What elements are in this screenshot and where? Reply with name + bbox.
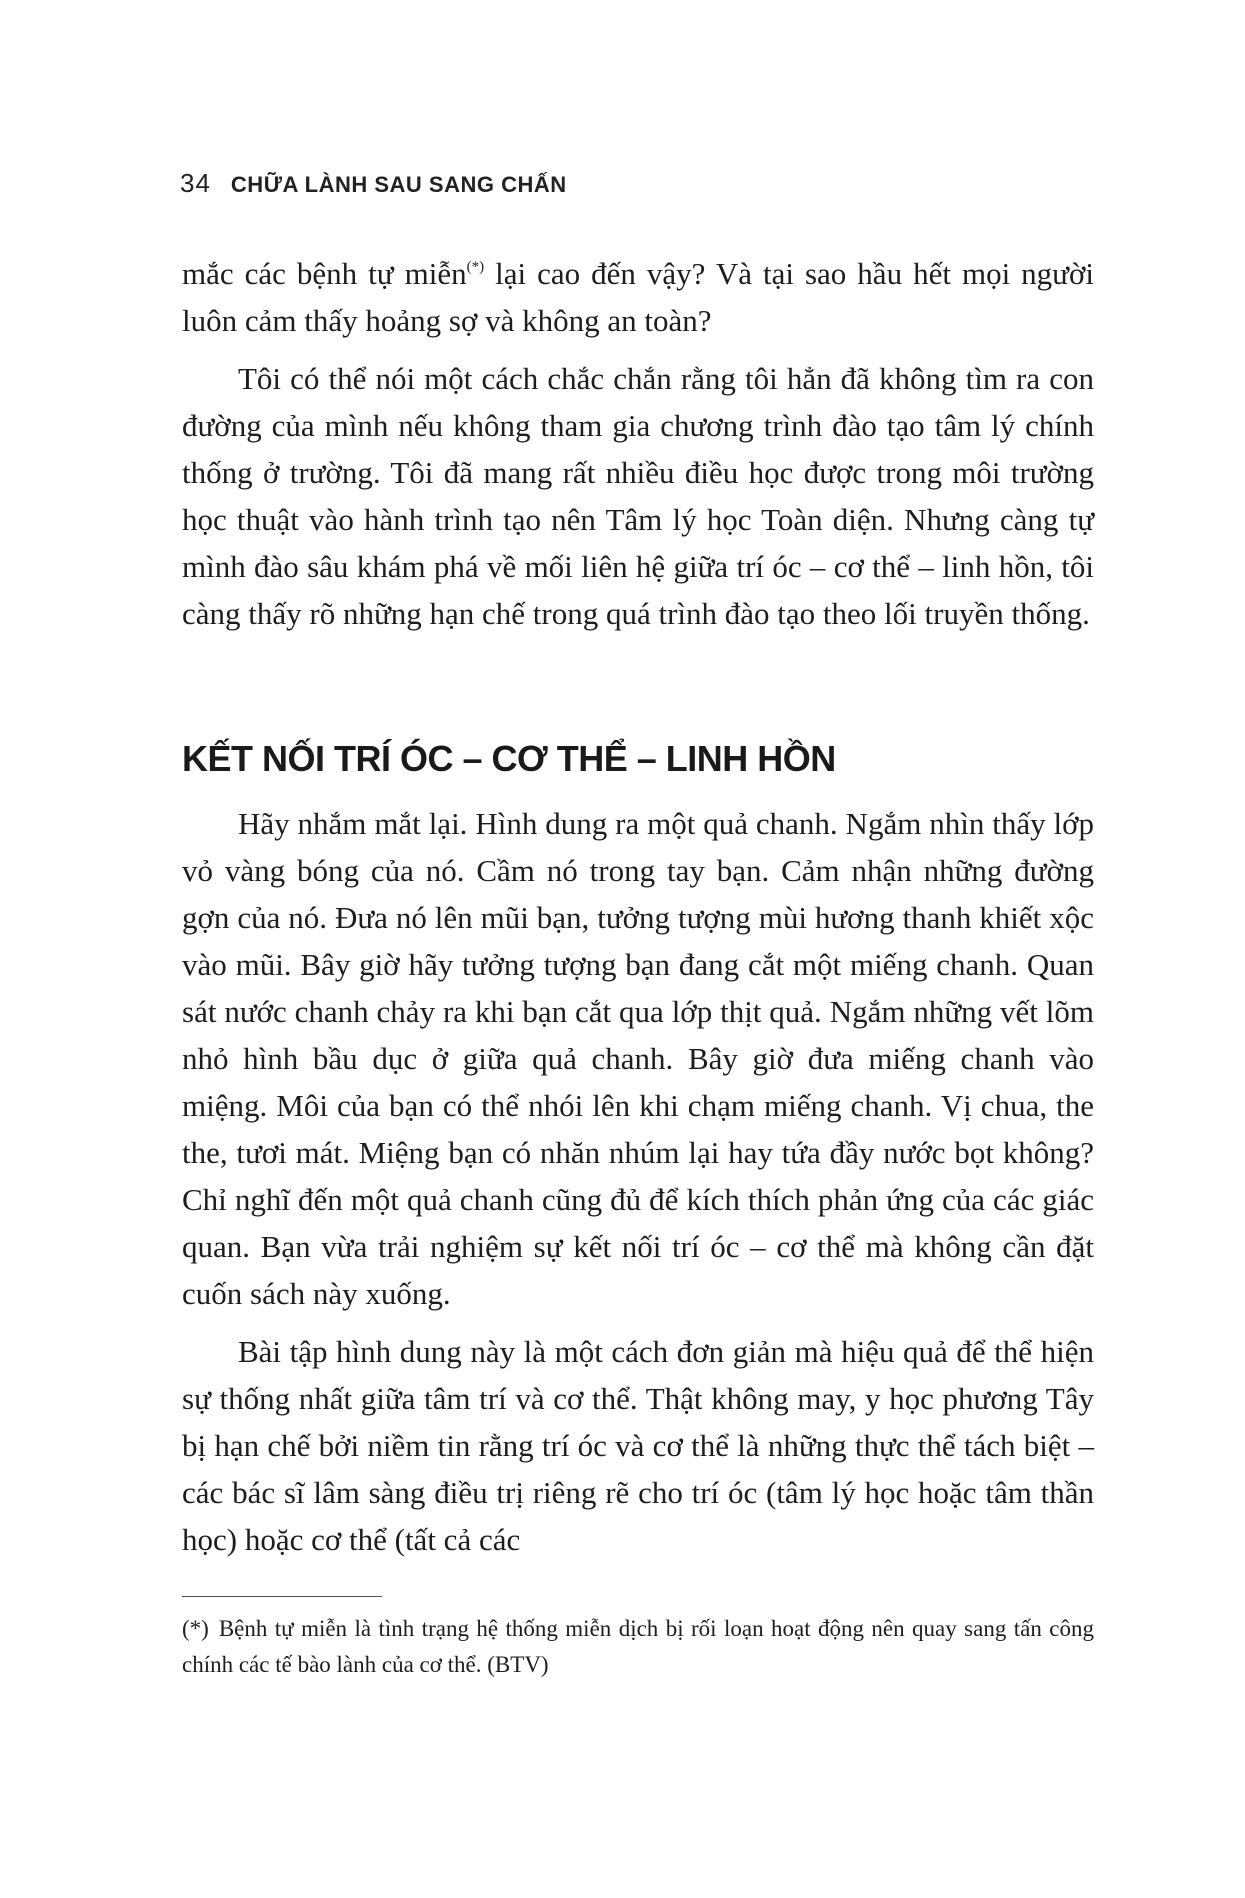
footnote-text: Bệnh tự miễn là tình trạng hệ thống miễn dịch bị rối loạn hoạt động nên quay sang tấn công chính các tế bào lành của cơ thể. (BTV) <box>182 1616 1094 1677</box>
paragraph: Bài tập hình dung này là một cách đơn giản mà hiệu quả để thể hiện sự thống nhất giữa tâm trí và cơ thể. Thật không may, y học phương Tây bị hạn chế bởi niềm tin rằng trí óc và cơ thể là những thực thể tách biệt – các bác sĩ lâm sàng điều trị riêng rẽ cho trí óc (tâm lý học hoặc tâm thần học) hoặc cơ thể (tất cả các <box>182 1334 1094 1557</box>
paragraph-continued-end: lại cao đến vậy? Và tại sao hầu hết mọi người luôn cảm thấy hoảng sợ và không an toàn? <box>182 256 1094 338</box>
page-number: 34 <box>180 168 211 198</box>
footnote <box>182 1611 1094 1683</box>
running-header <box>180 168 567 199</box>
paragraph-continued-start: mắc các bệnh tự miễn <box>182 256 467 291</box>
paragraph: Hãy nhắm mắt lại. Hình dung ra một quả chanh. Ngắm nhìn thấy lớp vỏ vàng bóng của nó. Cầm nó trong tay bạn. Cảm nhận những đường gợn của nó. Đưa nó lên mũi bạn, tưởng tượng mùi hương thanh khiết xộc vào mũi. Bây giờ hãy tưởng tượng bạn đang cắt một miếng chanh. Quan sát nước chanh chảy ra khi bạn cắt qua lớp thịt quả. Ngắm những vết lõm nhỏ hình bầu dục ở giữa quả chanh. Bây giờ đưa miếng chanh vào miệng. Môi của bạn có thể nhói lên khi chạm miếng chanh. Vị chua, the the, tươi mát. Miệng bạn có nhăn nhúm lại hay tứa đầy nước bọt không? Chỉ nghĩ đến một quả chanh cũng đủ để kích thích phản ứng của các giác quan. Bạn vừa trải nghiệm sự kết nối trí óc – cơ thể mà không cần đặt cuốn sách này xuống. <box>182 806 1094 1311</box>
footnote-divider <box>182 1596 382 1597</box>
footnote-marker: (*) <box>182 1616 209 1641</box>
paragraph-continued <box>182 250 1094 344</box>
body-text-top <box>182 250 1094 648</box>
body-text-section <box>182 800 1094 1574</box>
paragraph: Tôi có thể nói một cách chắc chắn rằng tôi hẳn đã không tìm ra con đường của mình nếu không tham gia chương trình đào tạo tâm lý chính thống ở trường. Tôi đã mang rất nhiều điều học được trong môi trường học thuật vào hành trình tạo nên Tâm lý học Toàn diện. Nhưng càng tự mình đào sâu khám phá về mối liên hệ giữa trí óc – cơ thể – linh hồn, tôi càng thấy rõ những hạn chế trong quá trình đào tạo theo lối truyền thống. <box>182 361 1094 631</box>
section-heading: KẾT NỐI TRÍ ÓC – CƠ THỂ – LINH HỒN <box>182 738 836 779</box>
footnote-reference: (*) <box>466 259 485 275</box>
book-title: CHỮA LÀNH SAU SANG CHẤN <box>230 172 567 197</box>
